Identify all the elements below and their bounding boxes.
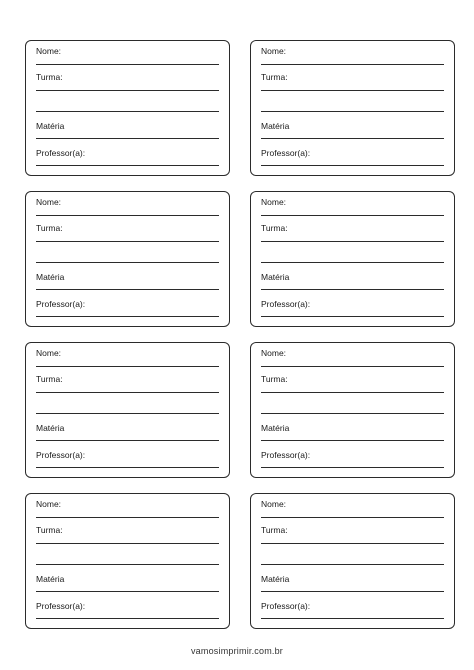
write-line-subject xyxy=(36,138,219,139)
write-line-subject xyxy=(36,289,219,290)
label-card xyxy=(250,191,455,327)
write-line-teacher xyxy=(36,316,219,317)
write-line-blank xyxy=(36,262,219,263)
label-card xyxy=(25,493,230,629)
write-line-subject xyxy=(261,440,444,441)
footer-site: vamosimprimir.com.br xyxy=(190,646,283,656)
write-line-subject xyxy=(261,138,444,139)
write-line-class xyxy=(261,90,444,91)
write-line-name xyxy=(261,366,444,367)
write-line-blank xyxy=(36,111,219,112)
field-label-subject: Matéria xyxy=(261,272,290,282)
field-label-teacher: Professor(a): xyxy=(36,601,86,611)
field-label-class: Turma: xyxy=(261,72,288,82)
write-line-name xyxy=(36,64,219,65)
write-line-class xyxy=(261,241,444,242)
write-line-subject xyxy=(261,289,444,290)
write-line-class xyxy=(36,90,219,91)
field-label-class: Turma: xyxy=(261,223,288,233)
field-label-teacher: Professor(a): xyxy=(261,601,311,611)
field-label-subject: Matéria xyxy=(261,423,290,433)
field-label-subject: Matéria xyxy=(36,272,65,282)
write-line-name xyxy=(36,517,219,518)
field-label-name: Nome: xyxy=(261,348,287,358)
field-label-subject: Matéria xyxy=(261,121,290,131)
write-line-class xyxy=(261,543,444,544)
field-label-class: Turma: xyxy=(36,72,63,82)
field-label-teacher: Professor(a): xyxy=(261,299,311,309)
write-line-subject xyxy=(36,591,219,592)
field-label-class: Turma: xyxy=(261,374,288,384)
write-line-subject xyxy=(36,440,219,441)
write-line-name xyxy=(261,517,444,518)
write-line-subject xyxy=(261,591,444,592)
field-label-name: Nome: xyxy=(261,499,287,509)
write-line-teacher xyxy=(261,165,444,166)
write-line-blank xyxy=(261,262,444,263)
write-line-name xyxy=(261,64,444,65)
write-line-teacher xyxy=(36,165,219,166)
write-line-blank xyxy=(261,413,444,414)
write-line-teacher xyxy=(261,316,444,317)
write-line-name xyxy=(36,215,219,216)
label-card xyxy=(25,191,230,327)
field-label-subject: Matéria xyxy=(261,574,290,584)
write-line-class xyxy=(36,392,219,393)
write-line-class xyxy=(261,392,444,393)
write-line-class xyxy=(36,241,219,242)
field-label-teacher: Professor(a): xyxy=(261,148,311,158)
label-card xyxy=(250,342,455,478)
write-line-teacher xyxy=(261,618,444,619)
field-label-teacher: Professor(a): xyxy=(36,299,86,309)
label-card xyxy=(250,493,455,629)
write-line-blank xyxy=(261,111,444,112)
field-label-name: Nome: xyxy=(36,499,62,509)
field-label-name: Nome: xyxy=(36,348,62,358)
field-label-teacher: Professor(a): xyxy=(36,148,86,158)
write-line-teacher xyxy=(261,467,444,468)
field-label-class: Turma: xyxy=(261,525,288,535)
field-label-name: Nome: xyxy=(261,46,287,56)
field-label-name: Nome: xyxy=(261,197,287,207)
write-line-blank xyxy=(36,413,219,414)
write-line-blank xyxy=(261,564,444,565)
field-label-subject: Matéria xyxy=(36,121,65,131)
write-line-teacher xyxy=(36,467,219,468)
label-card xyxy=(25,342,230,478)
field-label-class: Turma: xyxy=(36,525,63,535)
field-label-class: Turma: xyxy=(36,374,63,384)
write-line-blank xyxy=(36,564,219,565)
write-line-teacher xyxy=(36,618,219,619)
field-label-name: Nome: xyxy=(36,46,62,56)
field-label-teacher: Professor(a): xyxy=(261,450,311,460)
write-line-class xyxy=(36,543,219,544)
field-label-name: Nome: xyxy=(36,197,62,207)
field-label-subject: Matéria xyxy=(36,574,65,584)
field-label-subject: Matéria xyxy=(36,423,65,433)
label-card xyxy=(250,40,455,176)
write-line-name xyxy=(36,366,219,367)
label-card xyxy=(25,40,230,176)
write-line-name xyxy=(261,215,444,216)
field-label-class: Turma: xyxy=(36,223,63,233)
field-label-teacher: Professor(a): xyxy=(36,450,86,460)
